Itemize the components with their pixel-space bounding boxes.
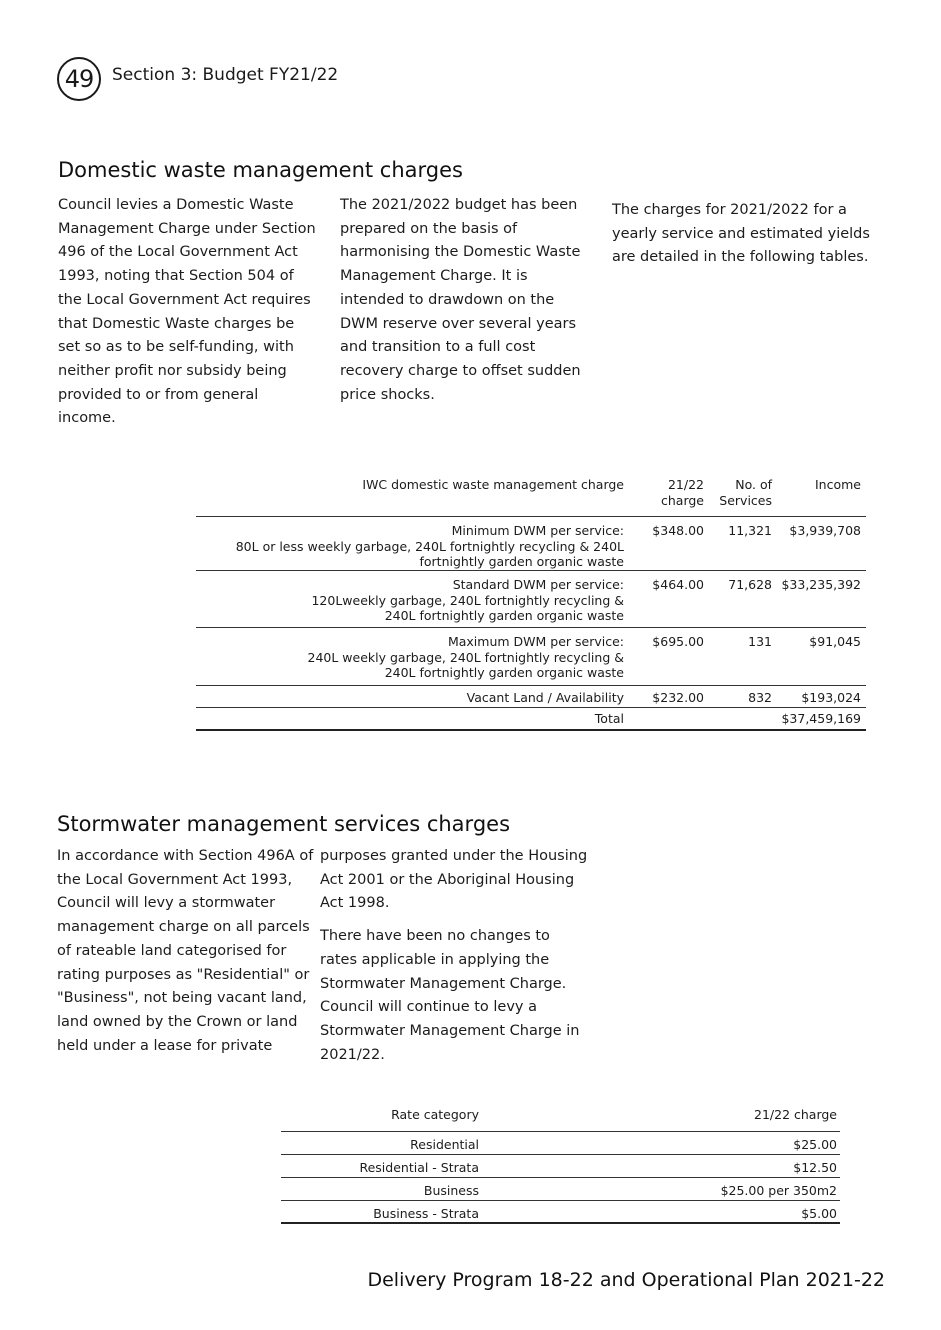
dwm-row-line1: Maximum DWM per service: bbox=[447, 634, 624, 649]
domestic-col2 bbox=[340, 194, 596, 407]
dwm-row-charge: $348.00 bbox=[652, 523, 704, 538]
stormwater-row-charge: $5.00 bbox=[801, 1206, 837, 1221]
dwm-row-income: $3,939,708 bbox=[789, 523, 861, 538]
stormwater-heading: Stormwater management services charges bbox=[57, 812, 511, 836]
domestic-col2-text: The 2021/2022 budget has been prepared on the basis of harmonising the Domestic Waste Management Charge. It is intended to drawdown on the DWM reserve over several years and transition to a full cost recovery charge to offset sudden price shocks. bbox=[340, 197, 581, 403]
stormwater-row-charge: $12.50 bbox=[793, 1160, 837, 1175]
dwm-header-charge bbox=[661, 477, 704, 508]
table-row bbox=[281, 1155, 840, 1178]
dwm-header-description: IWC domestic waste management charge bbox=[362, 477, 624, 492]
dwm-table-header bbox=[196, 474, 866, 517]
dwm-row-charge: $695.00 bbox=[652, 634, 704, 649]
dwm-header-services-line2: Services bbox=[719, 492, 772, 508]
domestic-col1-text: Council levies a Domestic Waste Management Charge under Section 496 of the Local Government Act 1993, noting that Section 504 of the Local Government Act requires that Domestic Waste charges be set so as to be self-funding, with neither profit nor subsidy being provided to or from general income. bbox=[58, 197, 316, 427]
dwm-row-charge: $232.00 bbox=[652, 690, 704, 705]
dwm-row-line3: 240L fortnightly garden organic waste bbox=[384, 608, 624, 624]
table-row bbox=[281, 1201, 840, 1224]
stormwater-col2-para2: There have been no changes to rates applicable in applying the Stormwater Management Charge. Council will continue to levy a Stormwater Management Charge in 2021/22. bbox=[320, 928, 580, 1063]
domestic-col3 bbox=[612, 199, 882, 270]
dwm-row-income: $193,024 bbox=[801, 690, 861, 705]
table-row bbox=[196, 628, 866, 686]
stormwater-header-category: Rate category bbox=[391, 1107, 479, 1122]
stormwater-col2-para1: purposes granted under the Housing Act 2001 or the Aboriginal Housing Act 1998. bbox=[320, 848, 588, 912]
stormwater-table-header bbox=[281, 1104, 840, 1132]
dwm-row-services: 832 bbox=[748, 690, 772, 705]
domestic-col3-text: The charges for 2021/2022 for a yearly service and estimated yields are detailed in the following tables. bbox=[612, 202, 870, 266]
dwm-row-line3: 240L fortnightly garden organic waste bbox=[384, 665, 624, 681]
dwm-row-description bbox=[236, 523, 624, 570]
domestic-heading: Domestic waste management charges bbox=[58, 158, 463, 182]
domestic-col1 bbox=[58, 194, 320, 431]
dwm-table bbox=[196, 474, 866, 731]
table-row bbox=[281, 1178, 840, 1201]
dwm-row-income: $91,045 bbox=[809, 634, 861, 649]
stormwater-row-charge: $25.00 bbox=[793, 1137, 837, 1152]
stormwater-row-category: Business bbox=[423, 1183, 479, 1198]
dwm-row-line2: 80L or less weekly garbage, 240L fortnightly recycling & 240L bbox=[235, 538, 624, 554]
stormwater-col1 bbox=[57, 845, 319, 1058]
table-row bbox=[196, 571, 866, 628]
dwm-row-line3: fortnightly garden organic waste bbox=[419, 554, 624, 570]
stormwater-row-category: Residential - Strata bbox=[359, 1160, 479, 1175]
dwm-total-income: $37,459,169 bbox=[781, 711, 861, 726]
page-number-badge bbox=[57, 57, 101, 101]
dwm-header-services-line1: No. of bbox=[735, 477, 772, 492]
dwm-row-line1: Standard DWM per service: bbox=[452, 577, 624, 592]
stormwater-header-charge: 21/22 charge bbox=[754, 1107, 837, 1122]
dwm-row-line2: 240L weekly garbage, 240L fortnightly recycling & bbox=[307, 649, 624, 665]
dwm-total-row bbox=[196, 708, 866, 731]
table-row bbox=[196, 517, 866, 571]
stormwater-row-charge: $25.00 per 350m2 bbox=[720, 1183, 837, 1198]
dwm-row-services: 71,628 bbox=[728, 577, 772, 592]
dwm-row-charge: $464.00 bbox=[652, 577, 704, 592]
dwm-row-description: Vacant Land / Availability bbox=[466, 690, 624, 705]
dwm-header-income: Income bbox=[815, 477, 861, 492]
table-row bbox=[281, 1132, 840, 1155]
stormwater-col1-text: In accordance with Section 496A of the Local Government Act 1993, Council will levy a stormwater management charge on all parcels of rateable land categorised for rating purposes as "Residential" or "Business", not being vacant land, land owned by the Crown or land held under a lease for private bbox=[57, 848, 314, 1054]
page-number: 49 bbox=[64, 65, 94, 93]
dwm-row-line2: 120Lweekly garbage, 240L fortnightly recycling & bbox=[311, 592, 624, 608]
dwm-row-services: 11,321 bbox=[728, 523, 772, 538]
stormwater-row-category: Residential bbox=[410, 1137, 479, 1152]
dwm-row-services: 131 bbox=[748, 634, 772, 649]
dwm-row-line1: Minimum DWM per service: bbox=[451, 523, 624, 538]
stormwater-row-category: Business - Strata bbox=[373, 1206, 479, 1221]
section-title: Section 3: Budget FY21/22 bbox=[112, 65, 339, 85]
stormwater-col2 bbox=[320, 845, 588, 1067]
dwm-row-income: $33,235,392 bbox=[781, 577, 861, 592]
dwm-header-charge-line1: 21/22 bbox=[667, 477, 704, 492]
dwm-row-description bbox=[308, 634, 625, 681]
dwm-total-label: Total bbox=[594, 711, 624, 726]
stormwater-table bbox=[281, 1104, 840, 1224]
table-row bbox=[196, 686, 866, 708]
dwm-header-charge-line2: charge bbox=[661, 492, 704, 508]
dwm-row-description bbox=[311, 577, 624, 624]
dwm-header-services bbox=[719, 477, 772, 508]
footer-title: Delivery Program 18-22 and Operational Plan 2021-22 bbox=[367, 1269, 885, 1291]
